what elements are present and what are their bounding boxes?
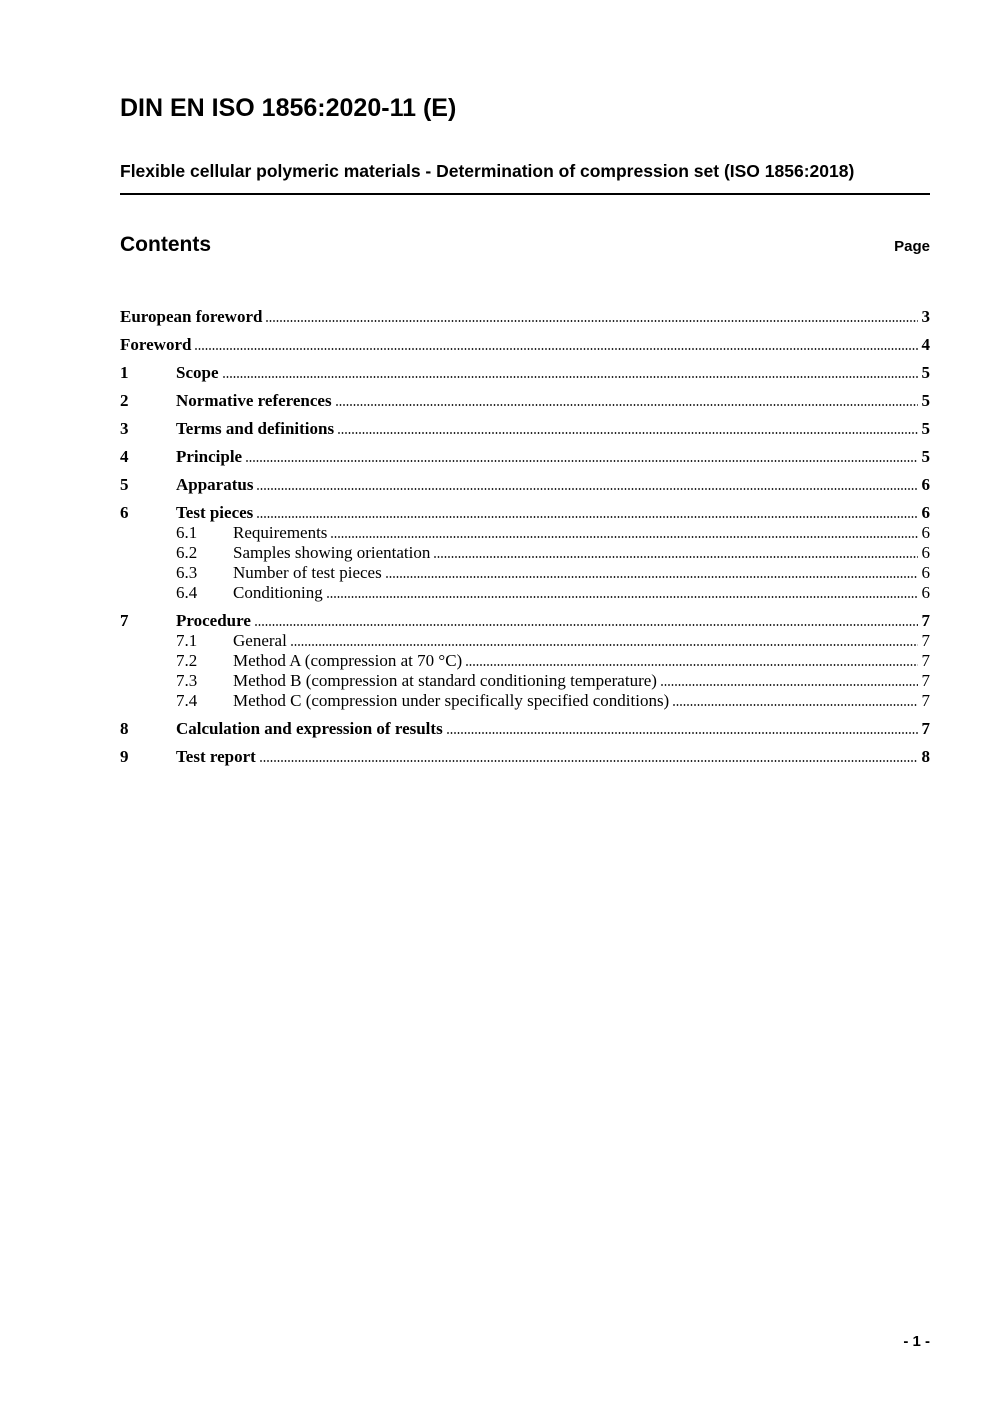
- toc-row: [120, 651, 930, 671]
- contents-header-bar: [120, 233, 930, 257]
- toc-entry-number: 7.2: [176, 650, 198, 670]
- toc-entry-label: Requirements: [233, 522, 328, 542]
- toc-dot-leader: [195, 347, 918, 350]
- toc-entry-page: 6: [921, 562, 930, 582]
- toc-dot-leader: [291, 643, 918, 646]
- toc-entry-label: Samples showing orientation: [233, 542, 431, 562]
- toc-entry-number: 4: [120, 446, 129, 466]
- toc-entry-number: 7.3: [176, 670, 198, 690]
- toc-row: [120, 611, 930, 631]
- toc-entry-page: 4: [921, 334, 930, 354]
- toc-dot-leader: [257, 515, 918, 518]
- toc-row: [120, 447, 930, 467]
- toc-row: [120, 583, 930, 603]
- toc-entry-label: Calculation and expression of results: [176, 718, 443, 738]
- toc-entry-number: 7.4: [176, 690, 198, 710]
- toc-entry-page: 6: [921, 522, 930, 542]
- toc-row: [120, 391, 930, 411]
- toc-entry-label: Apparatus: [176, 474, 254, 494]
- toc-entry-page: 5: [921, 390, 930, 410]
- toc-entry-label: Test pieces: [176, 502, 254, 522]
- toc-entry-label: European foreword: [120, 306, 263, 326]
- toc-dot-leader: [260, 759, 918, 762]
- title-rule-divider: [120, 193, 930, 195]
- toc-dot-leader: [661, 683, 918, 686]
- toc-dot-leader: [327, 595, 918, 598]
- toc-dot-leader: [386, 575, 918, 578]
- toc-entry-page: 6: [921, 542, 930, 562]
- toc-entry-page: 8: [921, 746, 930, 766]
- toc-row: [120, 631, 930, 651]
- toc-dot-leader: [257, 487, 918, 490]
- toc-entry-number: 5: [120, 474, 129, 494]
- toc-row: [120, 671, 930, 691]
- document-subtitle: Flexible cellular polymeric materials - Determination of compression set (ISO 1856:2018): [120, 161, 855, 181]
- toc-row: [120, 475, 930, 495]
- toc-entry-number: 1: [120, 362, 129, 382]
- toc-entry-page: 7: [921, 610, 930, 630]
- toc-dot-leader: [266, 319, 918, 322]
- toc-dot-leader: [447, 731, 918, 734]
- toc-entry-label: Foreword: [120, 334, 192, 354]
- toc-row: [120, 307, 930, 327]
- toc-entry-label: Scope: [176, 362, 219, 382]
- toc-row: [120, 691, 930, 711]
- toc-entry-label: Method B (compression at standard conditioning temperature): [233, 670, 657, 690]
- toc-row: [120, 503, 930, 523]
- toc-entry-number: 7: [120, 610, 129, 630]
- toc-entry-page: 6: [921, 474, 930, 494]
- toc-entry-label: Number of test pieces: [233, 562, 382, 582]
- toc-row: [120, 719, 930, 739]
- toc-entry-number: 6.3: [176, 562, 198, 582]
- toc-entry-label: Method A (compression at 70 °C): [233, 650, 463, 670]
- toc-dot-leader: [246, 459, 918, 462]
- toc-entry-number: 9: [120, 746, 129, 766]
- page-column-label: Page: [894, 237, 930, 255]
- document-content: [120, 0, 930, 767]
- footer-page-number: - 1 -: [903, 1333, 930, 1350]
- toc-entry-label: Principle: [176, 446, 243, 466]
- toc-entry-page: 7: [921, 718, 930, 738]
- toc-entry-label: Normative references: [176, 390, 332, 410]
- toc-dot-leader: [331, 535, 918, 538]
- toc-entry-number: 6.2: [176, 542, 198, 562]
- toc-dot-leader: [673, 703, 918, 706]
- toc-entry-page: 7: [921, 670, 930, 690]
- toc-dot-leader: [338, 431, 918, 434]
- toc-entry-number: 6.4: [176, 582, 198, 602]
- toc-entry-page: 3: [921, 306, 930, 326]
- toc-entry-label: Conditioning: [233, 582, 323, 602]
- contents-heading: Contents: [120, 232, 211, 256]
- toc-dot-leader: [466, 663, 918, 666]
- toc-entry-page: 5: [921, 446, 930, 466]
- toc-entry-label: Terms and definitions: [176, 418, 335, 438]
- toc-row: [120, 523, 930, 543]
- toc-entry-page: 7: [921, 650, 930, 670]
- document-title: DIN EN ISO 1856:2020-11 (E): [120, 94, 457, 122]
- toc-entry-label: Test report: [176, 746, 256, 766]
- toc-row: [120, 563, 930, 583]
- toc-row: [120, 419, 930, 439]
- toc-list: [120, 307, 930, 767]
- toc-entry-number: 8: [120, 718, 129, 738]
- toc-entry-number: 3: [120, 418, 129, 438]
- toc-entry-number: 6: [120, 502, 129, 522]
- toc-row: [120, 747, 930, 767]
- toc-row: [120, 543, 930, 563]
- toc-dot-leader: [223, 375, 919, 378]
- toc-entry-label: Method C (compression under specifically specified conditions): [233, 690, 670, 710]
- toc-row: [120, 363, 930, 383]
- toc-dot-leader: [434, 555, 918, 558]
- toc-dot-leader: [336, 403, 918, 406]
- toc-entry-page: 7: [921, 690, 930, 710]
- toc-entry-label: General: [233, 630, 287, 650]
- toc-entry-page: 7: [921, 630, 930, 650]
- toc-row: [120, 335, 930, 355]
- toc-entry-page: 5: [921, 362, 930, 382]
- toc-entry-page: 6: [921, 502, 930, 522]
- toc-entry-page: 5: [921, 418, 930, 438]
- toc-entry-number: 2: [120, 390, 129, 410]
- toc-entry-number: 7.1: [176, 630, 198, 650]
- toc-entry-label: Procedure: [176, 610, 251, 630]
- toc-dot-leader: [255, 623, 918, 626]
- toc-entry-number: 6.1: [176, 522, 198, 542]
- toc-entry-page: 6: [921, 582, 930, 602]
